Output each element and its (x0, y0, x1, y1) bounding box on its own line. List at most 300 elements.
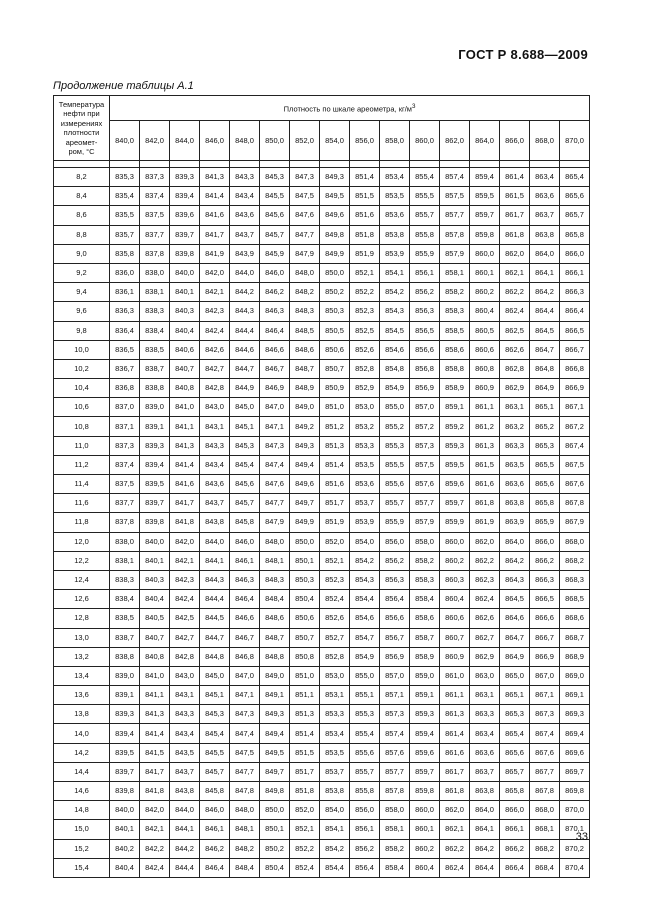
density-cell: 843,7 (230, 225, 260, 244)
density-cell: 841,3 (170, 436, 200, 455)
density-cell: 857,0 (380, 666, 410, 685)
density-cell: 855,6 (380, 475, 410, 494)
table-row (54, 743, 590, 762)
density-cell: 859,6 (410, 743, 440, 762)
density-cell: 851,0 (320, 398, 350, 417)
density-cell: 853,8 (320, 782, 350, 801)
gap-cell (320, 161, 350, 168)
density-cell: 838,7 (140, 359, 170, 378)
density-cell: 859,4 (470, 168, 500, 187)
density-cell: 864,1 (470, 820, 500, 839)
density-cell: 844,7 (200, 628, 230, 647)
density-cell: 842,7 (200, 359, 230, 378)
density-cell: 843,6 (200, 475, 230, 494)
density-cell: 867,6 (560, 475, 590, 494)
density-cell: 859,2 (440, 417, 470, 436)
density-cell: 836,0 (110, 263, 140, 282)
density-cell: 861,2 (470, 417, 500, 436)
density-cell: 850,8 (290, 647, 320, 666)
density-cell: 837,4 (140, 187, 170, 206)
density-cell: 850,6 (320, 340, 350, 359)
density-cell: 850,6 (290, 609, 320, 628)
density-cell: 842,8 (200, 379, 230, 398)
temperature-cell: 12,6 (54, 590, 110, 609)
density-cell: 836,5 (110, 340, 140, 359)
density-cell: 865,4 (560, 168, 590, 187)
density-cell: 859,9 (440, 513, 470, 532)
temperature-cell: 11,4 (54, 475, 110, 494)
density-cell: 841,6 (170, 475, 200, 494)
density-cell: 862,5 (500, 321, 530, 340)
density-cell: 864,0 (470, 801, 500, 820)
density-cell: 863,3 (470, 705, 500, 724)
table-row (54, 168, 590, 187)
density-cell: 848,0 (260, 532, 290, 551)
density-cell: 851,5 (290, 743, 320, 762)
density-cell: 854,2 (350, 551, 380, 570)
density-cell: 847,1 (260, 417, 290, 436)
table-row (54, 379, 590, 398)
density-cell: 854,4 (350, 590, 380, 609)
density-cell: 836,3 (110, 302, 140, 321)
density-cell: 851,0 (290, 666, 320, 685)
density-cell: 839,7 (140, 494, 170, 513)
density-cell: 858,2 (440, 283, 470, 302)
density-cell: 850,3 (320, 302, 350, 321)
density-cell: 843,6 (230, 206, 260, 225)
gap-cell (230, 161, 260, 168)
density-cell: 840,1 (140, 551, 170, 570)
temperature-cell: 11,0 (54, 436, 110, 455)
density-cell: 860,0 (470, 244, 500, 263)
density-cell: 839,7 (170, 225, 200, 244)
density-cell: 835,4 (110, 187, 140, 206)
temperature-cell: 11,6 (54, 494, 110, 513)
column-header: 852,0 (290, 121, 320, 161)
density-cell: 857,3 (380, 705, 410, 724)
density-cell: 838,5 (140, 340, 170, 359)
density-cell: 846,8 (230, 647, 260, 666)
density-cell: 840,4 (110, 858, 140, 877)
temperature-cell: 12,2 (54, 551, 110, 570)
gap-cell (530, 161, 560, 168)
density-cell: 855,9 (410, 244, 440, 263)
density-cell: 837,4 (110, 455, 140, 474)
density-cell: 865,7 (560, 206, 590, 225)
density-cell: 848,9 (290, 379, 320, 398)
temperature-cell: 10,2 (54, 359, 110, 378)
header-gap-row (54, 161, 590, 168)
density-cell: 856,2 (350, 839, 380, 858)
density-cell: 866,0 (500, 801, 530, 820)
table-row (54, 762, 590, 781)
temperature-cell: 9,0 (54, 244, 110, 263)
density-cell: 843,4 (230, 187, 260, 206)
density-cell: 849,7 (260, 762, 290, 781)
table-row (54, 398, 590, 417)
density-cell: 842,8 (170, 647, 200, 666)
density-cell: 843,1 (200, 417, 230, 436)
density-cell: 853,9 (350, 513, 380, 532)
density-cell: 859,1 (410, 686, 440, 705)
density-cell: 839,3 (140, 436, 170, 455)
density-cell: 858,4 (410, 590, 440, 609)
density-cell: 858,5 (440, 321, 470, 340)
column-header: 854,0 (320, 121, 350, 161)
density-cell: 859,8 (470, 225, 500, 244)
density-cell: 854,0 (350, 532, 380, 551)
density-cell: 866,5 (530, 590, 560, 609)
density-cell: 865,6 (530, 475, 560, 494)
temperature-cell: 11,8 (54, 513, 110, 532)
density-cell: 839,5 (110, 743, 140, 762)
column-header: 844,0 (170, 121, 200, 161)
gap-cell (380, 161, 410, 168)
density-cell: 859,8 (410, 782, 440, 801)
table-row (54, 494, 590, 513)
density-cell: 870,2 (560, 839, 590, 858)
density-cell: 863,6 (470, 743, 500, 762)
density-cell: 855,2 (380, 417, 410, 436)
density-cell: 854,8 (380, 359, 410, 378)
density-cell: 857,6 (410, 475, 440, 494)
density-cell: 841,4 (140, 724, 170, 743)
density-cell: 848,0 (290, 263, 320, 282)
density-cell: 840,3 (140, 570, 170, 589)
temperature-cell: 8,4 (54, 187, 110, 206)
density-cell: 862,7 (470, 628, 500, 647)
density-cell: 860,4 (470, 302, 500, 321)
density-cell: 853,5 (380, 187, 410, 206)
density-cell: 850,0 (320, 263, 350, 282)
density-cell: 867,2 (560, 417, 590, 436)
table-row (54, 782, 590, 801)
density-cell: 855,9 (380, 513, 410, 532)
density-cell: 853,2 (350, 417, 380, 436)
column-header: 862,0 (440, 121, 470, 161)
density-cell: 848,3 (260, 570, 290, 589)
density-cell: 855,8 (350, 782, 380, 801)
density-cell: 858,3 (440, 302, 470, 321)
density-cell: 863,6 (500, 475, 530, 494)
density-cell: 841,3 (140, 705, 170, 724)
density-cell: 845,1 (230, 417, 260, 436)
density-cell: 866,6 (530, 609, 560, 628)
density-cell: 865,1 (530, 398, 560, 417)
density-cell: 865,5 (530, 455, 560, 474)
column-header: 858,0 (380, 121, 410, 161)
density-cell: 857,7 (410, 494, 440, 513)
density-cell: 842,7 (170, 628, 200, 647)
density-cell: 848,7 (260, 628, 290, 647)
density-cell: 844,0 (200, 532, 230, 551)
density-cell: 844,3 (200, 570, 230, 589)
gap-cell (170, 161, 200, 168)
density-cell: 863,7 (530, 206, 560, 225)
density-cell: 841,3 (200, 168, 230, 187)
density-cell: 853,8 (380, 225, 410, 244)
temperature-cell: 10,0 (54, 340, 110, 359)
density-cell: 865,2 (530, 417, 560, 436)
density-cell: 855,0 (380, 398, 410, 417)
density-cell: 850,9 (320, 379, 350, 398)
density-cell: 846,4 (260, 321, 290, 340)
density-cell: 864,2 (530, 283, 560, 302)
density-cell: 855,3 (380, 436, 410, 455)
density-cell: 857,5 (410, 455, 440, 474)
gap-cell (200, 161, 230, 168)
density-cell: 846,7 (230, 628, 260, 647)
table-caption: Продолжение таблицы А.1 (53, 80, 194, 92)
table-row (54, 436, 590, 455)
temperature-cell: 10,6 (54, 398, 110, 417)
density-cell: 864,5 (530, 321, 560, 340)
density-cell: 840,1 (110, 820, 140, 839)
density-cell: 854,2 (380, 283, 410, 302)
density-cell: 855,7 (350, 762, 380, 781)
density-cell: 842,0 (170, 532, 200, 551)
density-cell: 853,4 (320, 724, 350, 743)
density-cell: 868,6 (560, 609, 590, 628)
temperature-cell: 13,0 (54, 628, 110, 647)
density-cell: 859,5 (440, 455, 470, 474)
density-cell: 842,4 (170, 590, 200, 609)
density-cell: 836,4 (110, 321, 140, 340)
density-cell: 868,4 (530, 858, 560, 877)
density-cell: 869,4 (560, 724, 590, 743)
density-cell: 860,5 (470, 321, 500, 340)
table-row (54, 724, 590, 743)
density-cell: 860,0 (410, 801, 440, 820)
density-cell: 862,6 (470, 609, 500, 628)
density-cell: 843,3 (170, 705, 200, 724)
density-cell: 845,3 (200, 705, 230, 724)
density-cell: 868,5 (560, 590, 590, 609)
density-cell: 855,7 (380, 494, 410, 513)
density-cell: 864,5 (500, 590, 530, 609)
density-cell: 850,7 (320, 359, 350, 378)
density-cell: 866,8 (560, 359, 590, 378)
density-cell: 859,7 (440, 494, 470, 513)
density-cell: 849,3 (320, 168, 350, 187)
density-cell: 855,0 (350, 666, 380, 685)
density-cell: 867,0 (530, 666, 560, 685)
density-cell: 842,4 (200, 321, 230, 340)
density-cell: 843,0 (170, 666, 200, 685)
temperature-cell: 13,8 (54, 705, 110, 724)
density-cell: 858,7 (410, 628, 440, 647)
density-cell: 841,7 (140, 762, 170, 781)
table-row (54, 475, 590, 494)
density-cell: 844,4 (170, 858, 200, 877)
density-cell: 840,5 (140, 609, 170, 628)
density-cell: 864,4 (470, 858, 500, 877)
density-cell: 861,0 (440, 666, 470, 685)
density-cell: 861,6 (470, 475, 500, 494)
density-cell: 842,1 (200, 283, 230, 302)
density-cell: 859,6 (440, 475, 470, 494)
density-cell: 860,8 (470, 359, 500, 378)
density-cell: 846,7 (260, 359, 290, 378)
density-cell: 848,4 (230, 858, 260, 877)
density-cell: 857,1 (380, 686, 410, 705)
density-cell: 849,0 (260, 666, 290, 685)
density-cell: 843,3 (230, 168, 260, 187)
gap-cell (440, 161, 470, 168)
table-row (54, 839, 590, 858)
density-cell: 847,7 (260, 494, 290, 513)
table-row (54, 321, 590, 340)
density-cell: 869,7 (560, 762, 590, 781)
density-cell: 859,7 (470, 206, 500, 225)
density-cell: 854,9 (380, 379, 410, 398)
density-cell: 864,1 (530, 263, 560, 282)
density-cell: 845,4 (200, 724, 230, 743)
density-cell: 844,1 (200, 551, 230, 570)
density-cell: 852,1 (350, 263, 380, 282)
density-cell: 860,9 (440, 647, 470, 666)
density-cell: 857,8 (380, 782, 410, 801)
density-cell: 843,8 (200, 513, 230, 532)
density-cell: 842,0 (140, 801, 170, 820)
density-cell: 856,6 (410, 340, 440, 359)
density-cell: 861,3 (470, 436, 500, 455)
density-cell: 853,6 (380, 206, 410, 225)
density-cell: 838,1 (140, 283, 170, 302)
density-cell: 837,5 (110, 475, 140, 494)
table-row (54, 206, 590, 225)
density-cell: 863,4 (530, 168, 560, 187)
density-cell: 848,4 (260, 590, 290, 609)
density-cell: 856,0 (380, 532, 410, 551)
density-cell: 844,5 (200, 609, 230, 628)
density-cell: 866,9 (560, 379, 590, 398)
density-cell: 859,4 (410, 724, 440, 743)
density-cell: 864,6 (500, 609, 530, 628)
density-cell: 856,9 (380, 647, 410, 666)
density-cell: 846,6 (230, 609, 260, 628)
density-cell: 839,3 (170, 168, 200, 187)
density-cell: 867,1 (560, 398, 590, 417)
temperature-cell: 13,2 (54, 647, 110, 666)
density-cell: 866,1 (560, 263, 590, 282)
density-cell: 869,6 (560, 743, 590, 762)
temperature-cell: 9,8 (54, 321, 110, 340)
density-cell: 843,9 (230, 244, 260, 263)
density-cell: 844,4 (230, 321, 260, 340)
density-cell: 842,1 (140, 820, 170, 839)
density-cell: 856,8 (410, 359, 440, 378)
density-cell: 847,1 (230, 686, 260, 705)
density-cell: 840,6 (170, 340, 200, 359)
density-cell: 840,7 (140, 628, 170, 647)
density-cell: 847,0 (260, 398, 290, 417)
density-cell: 862,4 (470, 590, 500, 609)
density-cell: 868,9 (560, 647, 590, 666)
density-cell: 846,3 (230, 570, 260, 589)
density-cell: 869,3 (560, 705, 590, 724)
density-cell: 850,2 (320, 283, 350, 302)
density-cell: 851,8 (290, 782, 320, 801)
density-cell: 841,7 (170, 494, 200, 513)
density-cell: 860,6 (440, 609, 470, 628)
density-cell: 864,9 (500, 647, 530, 666)
density-cell: 856,2 (410, 283, 440, 302)
temperature-cell: 9,6 (54, 302, 110, 321)
density-cell: 848,3 (290, 302, 320, 321)
density-cell: 860,2 (470, 283, 500, 302)
temperature-cell: 8,2 (54, 168, 110, 187)
density-cell: 840,4 (170, 321, 200, 340)
density-cell: 849,4 (290, 455, 320, 474)
density-cell: 860,4 (410, 858, 440, 877)
density-cell: 867,6 (530, 743, 560, 762)
density-cell: 859,3 (440, 436, 470, 455)
column-header: 864,0 (470, 121, 500, 161)
density-cell: 845,0 (230, 398, 260, 417)
density-cell: 858,1 (380, 820, 410, 839)
density-cell: 840,0 (140, 532, 170, 551)
density-cell: 861,1 (470, 398, 500, 417)
density-cell: 867,3 (530, 705, 560, 724)
density-cell: 863,1 (500, 398, 530, 417)
density-cell: 840,0 (170, 263, 200, 282)
density-cell: 858,2 (410, 551, 440, 570)
density-cell: 842,3 (200, 302, 230, 321)
density-cell: 852,8 (350, 359, 380, 378)
density-cell: 849,6 (320, 206, 350, 225)
density-cell: 863,5 (500, 455, 530, 474)
density-cell: 848,6 (260, 609, 290, 628)
density-cell: 835,8 (110, 244, 140, 263)
density-cell: 870,1 (560, 820, 590, 839)
density-cell: 847,3 (260, 436, 290, 455)
density-cell: 841,1 (140, 686, 170, 705)
density-cell: 854,2 (320, 839, 350, 858)
density-cell: 838,3 (140, 302, 170, 321)
density-cell: 839,4 (140, 455, 170, 474)
density-cell: 866,0 (530, 532, 560, 551)
density-cell: 864,8 (530, 359, 560, 378)
density-cell: 856,1 (350, 820, 380, 839)
density-cell: 851,6 (320, 475, 350, 494)
density-cell: 842,4 (140, 858, 170, 877)
density-cell: 845,7 (230, 494, 260, 513)
density-cell: 850,3 (290, 570, 320, 589)
density-cell: 862,2 (440, 839, 470, 858)
density-cell: 851,7 (290, 762, 320, 781)
density-cell: 867,4 (530, 724, 560, 743)
density-cell: 842,6 (200, 340, 230, 359)
density-cell: 844,0 (170, 801, 200, 820)
temperature-cell: 15,4 (54, 858, 110, 877)
density-cell: 852,3 (320, 570, 350, 589)
density-cell: 850,0 (290, 532, 320, 551)
temperature-cell: 14,2 (54, 743, 110, 762)
density-cell: 862,3 (470, 570, 500, 589)
density-cell: 859,0 (410, 666, 440, 685)
density-cell: 844,8 (200, 647, 230, 666)
density-cell: 837,3 (140, 168, 170, 187)
gap-cell (260, 161, 290, 168)
density-cell: 838,1 (110, 551, 140, 570)
density-cell: 854,5 (380, 321, 410, 340)
density-cell: 847,3 (290, 168, 320, 187)
density-cell: 843,3 (200, 436, 230, 455)
density-cell: 853,4 (380, 168, 410, 187)
density-cell: 838,7 (110, 628, 140, 647)
density-cell: 866,3 (560, 283, 590, 302)
